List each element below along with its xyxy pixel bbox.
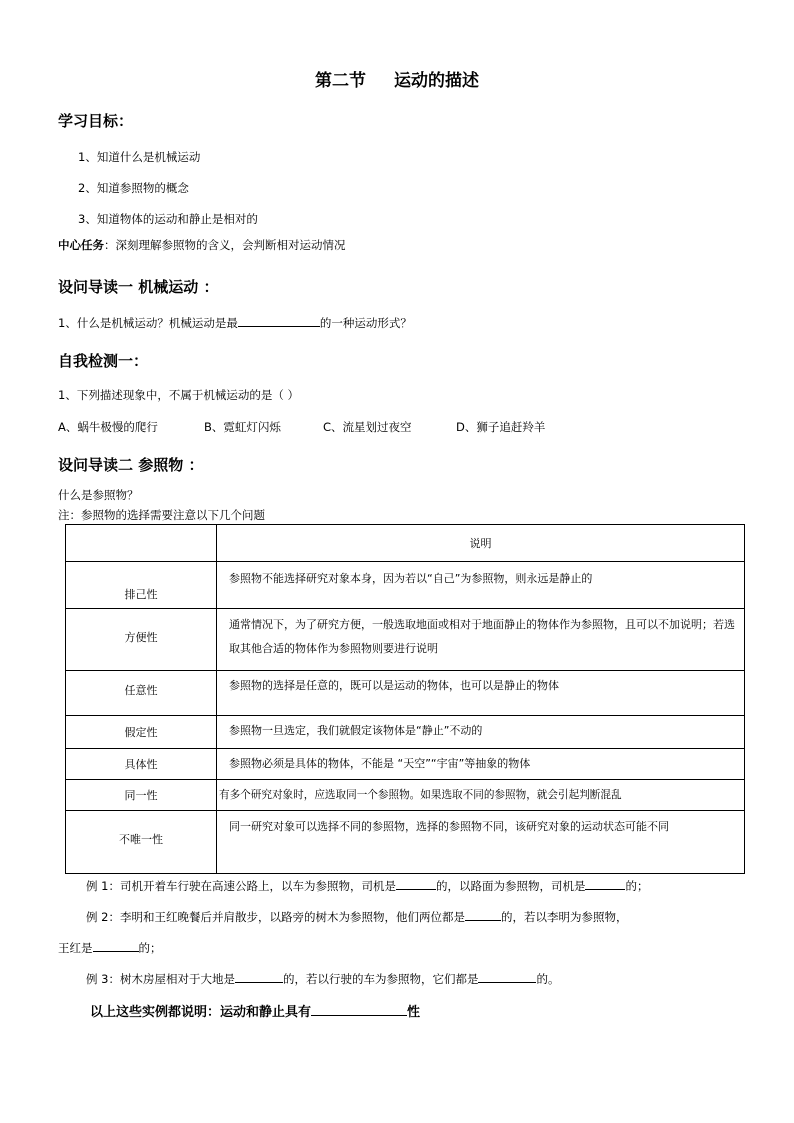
example-2-text-b: 的，若以李明为参照物，: [500, 910, 628, 924]
conclusion-text-b: 性: [407, 1005, 421, 1020]
section2-heading: 设问导读二 参照物 ：: [58, 456, 204, 474]
table-row: [66, 671, 745, 716]
table-desc: 参照物一旦选定，我们就假定该物体是“静止”不动的: [217, 716, 745, 749]
reference-table: [65, 524, 745, 874]
example-2-cont: [58, 939, 162, 956]
option-d: D、狮子追赶羚羊: [456, 420, 546, 434]
section1-question: [58, 314, 412, 331]
answer-blank[interactable]: [465, 908, 501, 921]
example-1-text-b: 的，以路面为参照物，司机是: [435, 879, 586, 893]
answer-blank[interactable]: [396, 877, 436, 890]
title-part2: 运动的描述: [394, 71, 479, 91]
center-task: [58, 237, 346, 253]
answer-blank[interactable]: [478, 970, 536, 983]
section1-heading: 设问导读一 机械运动 ：: [58, 278, 219, 296]
example-3-text-b: 的，若以行驶的车为参照物，它们都是: [282, 972, 479, 986]
example-1-text-c: 的；: [625, 879, 649, 893]
example-2-text-c: 王红是: [58, 941, 93, 955]
table-desc: 参照物必须是具体的物体，不能是 “天空”“宇宙”等抽象的物体: [217, 749, 745, 780]
example-1-text-a: 例 1：司机开着车行驶在高速公路上，以车为参照物，司机是: [86, 879, 396, 893]
center-task-text: ：深刻理解参照物的含义，会判断相对运动情况: [104, 238, 346, 252]
table-header-desc: 说明: [217, 525, 745, 562]
table-row: [66, 780, 745, 811]
goal-item: 2、知道参照物的概念: [78, 181, 189, 195]
table-key: 同一性: [66, 780, 217, 811]
table-key: 具体性: [66, 749, 217, 780]
table-row: [66, 811, 745, 874]
option-a: A、蜗牛极慢的爬行: [58, 420, 158, 434]
conclusion: [90, 1001, 420, 1020]
table-key: 排己性: [66, 562, 217, 609]
center-task-label: 中心任务: [58, 238, 104, 252]
example-3-text-a: 例 3：树木房屋相对于大地是: [86, 972, 235, 986]
table-row: [66, 609, 745, 671]
check1-question: 1、下列描述现象中，不属于机械运动的是（ ）: [58, 388, 299, 402]
answer-blank[interactable]: [235, 970, 283, 983]
section1-question-prefix: 1、什么是机械运动？机械运动是最: [58, 316, 238, 330]
example-3: [86, 970, 559, 987]
section1-question-suffix: 的一种运动形式？: [319, 316, 412, 330]
table-desc: 同一研究对象可以选择不同的参照物，选择的参照物不同，该研究对象的运动状态可能不同: [217, 811, 745, 874]
table-desc: 参照物的选择是任意的，既可以是运动的物体，也可以是静止的物体: [217, 671, 745, 716]
page-title: [0, 66, 794, 91]
table-row: [66, 749, 745, 780]
goals-heading: 学习目标：: [58, 112, 134, 130]
table-row: [66, 562, 745, 609]
section2-question: 什么是参照物？: [58, 488, 139, 502]
table-header-row: [66, 525, 745, 562]
table-desc: 参照物不能选择研究对象本身，因为若以“自己”为参照物，则永远是静止的: [217, 562, 745, 609]
option-c: C、流星划过夜空: [323, 420, 412, 434]
check1-heading: 自我检测一：: [58, 352, 149, 370]
table-key: 任意性: [66, 671, 217, 716]
table-desc: 有多个研究对象时，应选取同一个参照物。如果选取不同的参照物，就会引起判断混乱: [217, 780, 745, 811]
table-key: 方便性: [66, 609, 217, 671]
conclusion-text-a: 以上这些实例都说明：运动和静止具有: [90, 1005, 312, 1020]
table-row: [66, 716, 745, 749]
table-desc: 通常情况下，为了研究方便，一般选取地面或相对于地面静止的物体作为参照物，且可以不加说明；若选取其他合适的物体作为参照物则要进行说明: [217, 609, 745, 671]
example-1: [86, 877, 648, 894]
answer-blank[interactable]: [311, 1001, 407, 1016]
example-3-text-c: 的。: [536, 972, 560, 986]
example-2-text-d: 的；: [138, 941, 162, 955]
section2-note: 注：参照物的选择需要注意以下几个问题: [58, 508, 265, 522]
option-b: B、霓虹灯闪烁: [204, 420, 281, 434]
example-2: [86, 908, 627, 925]
answer-blank[interactable]: [238, 314, 320, 327]
title-part1: 第二节: [315, 71, 366, 91]
answer-blank[interactable]: [93, 939, 139, 952]
table-key: 假定性: [66, 716, 217, 749]
answer-blank[interactable]: [585, 877, 625, 890]
goal-item: 1、知道什么是机械运动: [78, 150, 201, 164]
goal-item: 3、知道物体的运动和静止是相对的: [78, 212, 258, 226]
example-2-text-a: 例 2：李明和王红晚餐后并肩散步，以路旁的树木为参照物，他们两位都是: [86, 910, 465, 924]
table-header-blank: [66, 525, 217, 562]
table-key: 不唯一性: [66, 811, 217, 874]
